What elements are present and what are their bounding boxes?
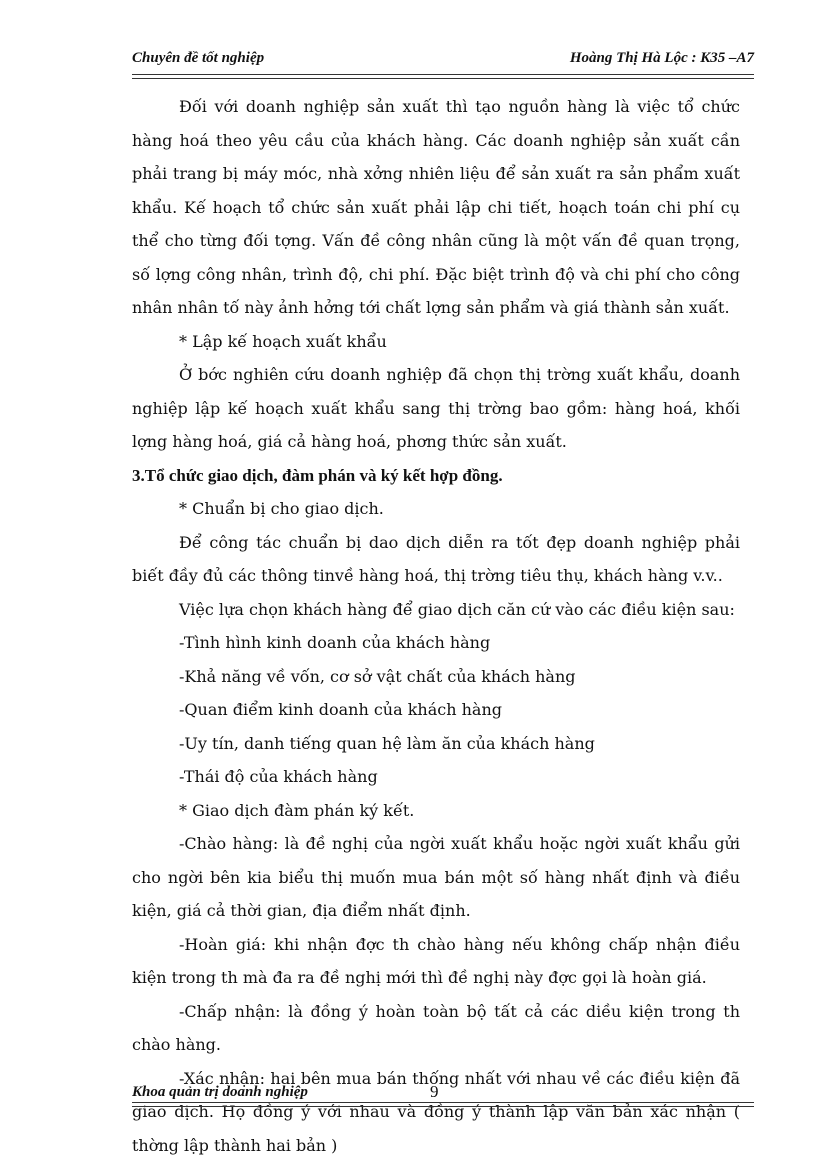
paragraph-acceptance: -Chấp nhận: là đồng ý hoàn toàn bộ tất cả các diều kiện trong th chào hàng. <box>132 995 740 1062</box>
paragraph-export-plan: Ở bớc nghiên cứu doanh nghiệp đã chọn thị trờng xuất khẩu, doanh nghiệp lập kế hoạch xuất khẩu sang thị trờng bao gồm: hàng hoá, khối lợng hàng hoá, giá cả hàng hoá, phơng thức sản xuất. <box>132 358 740 459</box>
page-footer <box>132 1084 754 1106</box>
list-item: -Tình hình kinh doanh của khách hàng <box>132 626 740 660</box>
bullet-prepare-transaction: * Chuẩn bị cho giao dịch. <box>132 492 740 526</box>
paragraph-customer-selection: Việc lựa chọn khách hàng để giao dịch căn cứ vào các điều kiện sau: <box>132 593 740 627</box>
page-number: 9 <box>430 1082 439 1102</box>
footer-department: Khoa quản trị doanh nghiệp <box>132 1084 308 1102</box>
document-body <box>132 90 740 1162</box>
footer-divider-second <box>132 1106 754 1107</box>
bullet-negotiation: * Giao dịch đàm phán ký kết. <box>132 794 740 828</box>
paragraph-production-sourcing: Đối với doanh nghiệp sản xuất thì tạo nguồn hàng là việc tổ chức hàng hoá theo yêu cầu của khách hàng. Các doanh nghiệp sản xuất cần phải trang bị máy móc, nhà xởng nhiên liệu để sản xuất ra sản phẩm xuất khẩu. Kế hoạch tổ chức sản xuất phải lập chi tiết, hoạch toán chi phí cụ thể cho từng đối tợng. Vấn đề công nhân cũng là một vấn đề quan trọng, số lợng công nhân, trình độ, chi phí. Đặc biệt trình độ và chi phí cho công nhân nhân tố này ảnh hởng tới chất lợng sản phẩm và giá thành sản xuất. <box>132 90 740 325</box>
paragraph-prepare: Để công tác chuẩn bị dao dịch diễn ra tốt đẹp doanh nghiệp phải biết đầy đủ các thông tinvề hàng hoá, thị trờng tiêu thụ, khách hàng v.v.. <box>132 526 740 593</box>
list-item: -Quan điểm kinh doanh của khách hàng <box>132 693 740 727</box>
header-author: Hoàng Thị Hà Lộc : K35 –A7 <box>570 50 754 67</box>
paragraph-counter-offer: -Hoàn giá: khi nhận đợc th chào hàng nếu không chấp nhận điều kiện trong th mà đa ra đề nghị mới thì đề nghị này đợc gọi là hoàn giá. <box>132 928 740 995</box>
bullet-export-plan: * Lập kế hoạch xuất khẩu <box>132 325 740 359</box>
list-item: -Thái độ của khách hàng <box>132 760 740 794</box>
header-title: Chuyên đề tốt nghiệp <box>132 50 264 67</box>
section-heading: 3.Tổ chức giao dịch, đàm phán và ký kết hợp đồng. <box>132 459 740 493</box>
list-item: -Khả năng về vốn, cơ sở vật chất của khách hàng <box>132 660 740 694</box>
header-divider-second <box>132 78 754 79</box>
paragraph-offer: -Chào hàng: là đề nghị của ngời xuất khẩu hoặc ngời xuất khẩu gửi cho ngời bên kia biểu thị muốn mua bán một số hàng nhất định và điều kiện, giá cả thời gian, địa điểm nhất định. <box>132 827 740 928</box>
page-header <box>132 50 754 74</box>
list-item: -Uy tín, danh tiếng quan hệ làm ăn của khách hàng <box>132 727 740 761</box>
paragraph-confirmation: -Xác nhận: hai bên mua bán thống nhất với nhau về các điều kiện đã giao dịch. Họ đồng ý với nhau và đồng ý thành lập văn bản xác nhận ( thờng lập thành hai bản ) <box>132 1062 740 1162</box>
header-divider <box>132 74 754 75</box>
